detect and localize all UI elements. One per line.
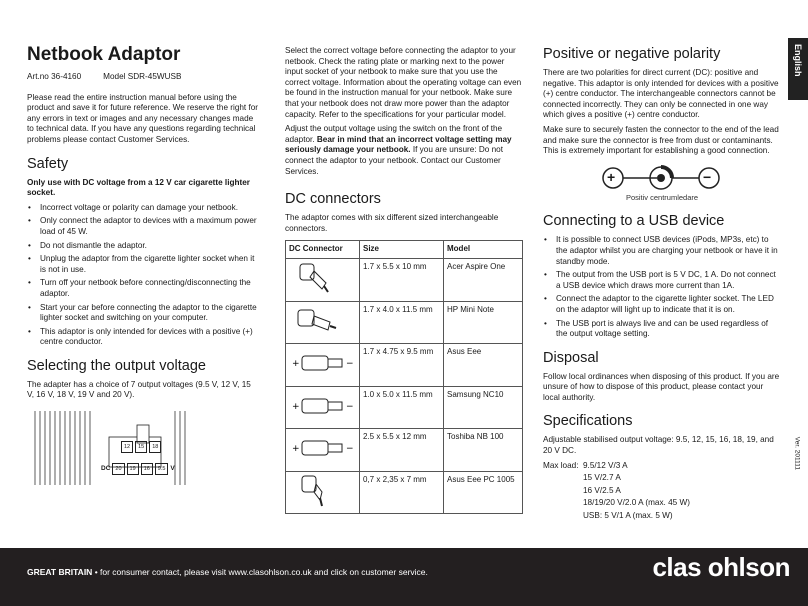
header-size: Size xyxy=(360,241,444,259)
connector-image xyxy=(286,386,360,429)
header-connector: DC Connector xyxy=(286,241,360,259)
model-cell: Asus Eee PC 1005 xyxy=(444,471,523,514)
spec-load: USB: 5 V/1 A (max. 5 W) xyxy=(583,511,673,521)
voltage-label-15: 15 xyxy=(135,441,147,454)
svg-text:−: − xyxy=(346,444,354,455)
connector-straight-icon xyxy=(286,344,358,382)
table-row xyxy=(286,429,523,472)
list-item: • Only connect the adaptor to devices with a maximum power load of 45 W. xyxy=(27,216,259,237)
connector-angled-icon xyxy=(286,472,358,510)
spec-load: 9.5/12 V/3 A xyxy=(583,460,628,470)
svg-text:+: + xyxy=(292,444,300,455)
table-row xyxy=(286,471,523,514)
list-item: • Connect the adaptor to the cigarette lighter socket. The LED on the adaptor will light up to indicate that it is on. xyxy=(543,294,781,315)
intro-text: Please read the entire instruction manual before using the product and save it for future reference. We reserve the right for any errors in text or images and any necessary changes made to technical data. If you have any questions regarding technical problems please contact Customer Services. xyxy=(27,92,259,144)
spec-load: 15 V/2.7 A xyxy=(583,473,621,483)
footer-country: GREAT BRITAIN xyxy=(27,567,93,577)
voltage-heading: Selecting the output voltage xyxy=(27,357,206,374)
svg-text:+: + xyxy=(292,401,300,412)
brand-logo: clas ohlson xyxy=(652,552,790,582)
model-cell: Acer Aspire One xyxy=(444,258,523,301)
page-title: Netbook Adaptor xyxy=(27,44,181,65)
connector-image xyxy=(286,471,360,514)
svg-text:−: − xyxy=(346,359,354,370)
list-item: • Turn off your netbook before connecting/disconnecting the adaptor. xyxy=(27,278,259,299)
usb-list xyxy=(543,235,781,339)
table-row xyxy=(286,301,523,344)
model-cell: Samsung NC10 xyxy=(444,386,523,429)
specs-heading: Specifications xyxy=(543,413,633,430)
voltage-text: The adapter has a choice of 7 output voltages (9.5 V, 12 V, 15 V, 16 V, 18 V, 19 V and 20 V). xyxy=(27,379,251,400)
connector-image xyxy=(286,429,360,472)
safety-note: Only use with DC voltage from a 12 V car cigarette lighter socket. xyxy=(27,177,250,198)
voltage-label-9-5: 9.5 xyxy=(155,463,169,476)
connector-straight-icon xyxy=(286,387,358,425)
voltage-instructions: Select the correct voltage before connecting the adaptor to your netbook. Check the rating plate or marking next to the power input socket of your netbook to make sure that you use the correct voltage. Information about the operating voltage can even be found in the instruction manual for your netbook. Make sure that your netbook does not draw more power than the adaptor capacity. Refer to the specifications for your particular model. xyxy=(285,46,522,119)
art-info xyxy=(27,72,259,83)
safety-heading: Safety xyxy=(27,155,69,172)
footer xyxy=(0,548,808,606)
voltage-label-20: 20 xyxy=(112,463,124,476)
connector-angled-icon xyxy=(286,302,358,340)
connector-image xyxy=(286,258,360,301)
polarity-diagram xyxy=(601,163,721,193)
language-tab xyxy=(788,38,808,100)
column-2 xyxy=(285,46,523,514)
list-item: • This adaptor is only intended for devices with a positive (+) centre conductor. xyxy=(27,327,259,348)
header-model: Model xyxy=(444,241,523,259)
v-label: V xyxy=(170,464,175,472)
model-number: Model SDR-45WUSB xyxy=(103,72,182,81)
list-item: • The USB port is always live and can be used regardless of the output voltage setting. xyxy=(543,319,781,340)
list-item: • It is possible to connect USB devices (iPods, MP3s, etc) to the adaptor whilst you are charging your netbook or have it in standby mode. xyxy=(543,235,781,267)
size-cell: 1.7 x 5.5 x 10 mm xyxy=(360,258,444,301)
size-cell: 1.7 x 4.0 x 11.5 mm xyxy=(360,301,444,344)
max-load-label: Max load: xyxy=(543,460,579,470)
connector-straight-icon xyxy=(286,429,358,467)
spec-load: 16 V/2.5 A xyxy=(583,485,621,495)
voltage-label-12: 12 xyxy=(121,441,133,454)
size-cell: 2.5 x 5.5 x 12 mm xyxy=(360,429,444,472)
polarity-text-2: Make sure to securely fasten the connector to the end of the lead and make sure the connector is free from dust or contaminants. This is extremely important for establishing a good connection. xyxy=(543,124,779,156)
specs-output: Adjustable stabilised output voltage: 9.5, 12, 15, 16, 18, 19, and 20 V DC. xyxy=(543,435,774,456)
table-row xyxy=(286,258,523,301)
size-cell: 1.0 x 5.0 x 11.5 mm xyxy=(360,386,444,429)
version-label: Ver. 201111 xyxy=(793,436,800,470)
column-3 xyxy=(543,44,781,522)
list-item: • Start your car before connecting the adaptor to the cigarette lighter socket and switching on your computer. xyxy=(27,303,259,324)
voltage-switch-labels xyxy=(89,441,199,475)
list-item: • Unplug the adaptor from the cigarette lighter socket when it is not in use. xyxy=(27,254,259,275)
size-cell: 0,7 x 2,35 x 7 mm xyxy=(360,471,444,514)
dc-text: The adaptor comes with six different sized interchangeable connectors. xyxy=(285,213,499,233)
footer-text xyxy=(27,567,428,577)
svg-text:−: − xyxy=(346,401,354,412)
connector-image xyxy=(286,344,360,387)
model-cell: Asus Eee xyxy=(444,344,523,387)
voltage-label-16: 16 xyxy=(141,463,153,476)
usb-heading: Connecting to a USB device xyxy=(543,213,725,230)
model-cell: HP Mini Note xyxy=(444,301,523,344)
svg-text:+: + xyxy=(292,359,300,370)
voltage-label-18: 18 xyxy=(149,441,161,454)
language-label: English xyxy=(793,44,803,77)
list-item: • Do not dismantle the adaptor. xyxy=(27,241,259,252)
footer-contact: • for consumer contact, please visit www.clasohlson.co.uk and click on customer service. xyxy=(92,567,428,577)
dc-heading: DC connectors xyxy=(285,191,381,208)
plus-sign: + xyxy=(607,168,616,185)
connector-angled-icon xyxy=(286,259,358,297)
specs-loads xyxy=(543,473,781,521)
disposal-heading: Disposal xyxy=(543,349,599,366)
polarity-caption: Positiv centrumledare xyxy=(625,192,699,202)
polarity-text-1: There are two polarities for direct current (DC): positive and negative. This adaptor is only intended for devices with a positive (+) centre conductor. The interchangeable connectors cannot be connected incorrectly. They can only be connected in one way which gives a positive (+) centre conductor. xyxy=(543,68,779,120)
dc-label: DC xyxy=(101,464,111,472)
table-row xyxy=(286,344,523,387)
safety-list xyxy=(27,203,259,348)
disposal-text: Follow local ordinances when disposing of this product. If you are unsure of how to dispose of this product, please contact your local authority. xyxy=(543,371,780,402)
connector-table xyxy=(285,240,523,514)
art-number: Art.no 36-4160 xyxy=(27,72,82,81)
voltage-label-19: 19 xyxy=(127,463,139,476)
minus-sign: − xyxy=(703,168,712,185)
column-1 xyxy=(27,44,259,475)
polarity-heading: Positive or negative polarity xyxy=(543,46,721,62)
list-item: • The output from the USB port is 5 V DC, 1 A. Do not connect a USB device which draws more current than 1A. xyxy=(543,270,781,291)
size-cell: 1.7 x 4.75 x 9.5 mm xyxy=(360,344,444,387)
voltage-warning: Adjust the output voltage using the switch on the front of the adaptor. Bear in mind that an incorrect voltage setting may seriously damage your netbook. If you are unsure: Do not connect the adaptor to your netbook. Contact our Customer Services. xyxy=(285,124,512,176)
table-row xyxy=(286,386,523,429)
specs-max-load xyxy=(543,461,781,472)
table-header-row xyxy=(286,241,523,259)
list-item: • Incorrect voltage or polarity can damage your netbook. xyxy=(27,203,259,214)
model-cell: Toshiba NB 100 xyxy=(444,429,523,472)
connector-image xyxy=(286,301,360,344)
spec-load: 18/19/20 V/2.0 A (max. 45 W) xyxy=(583,498,690,508)
